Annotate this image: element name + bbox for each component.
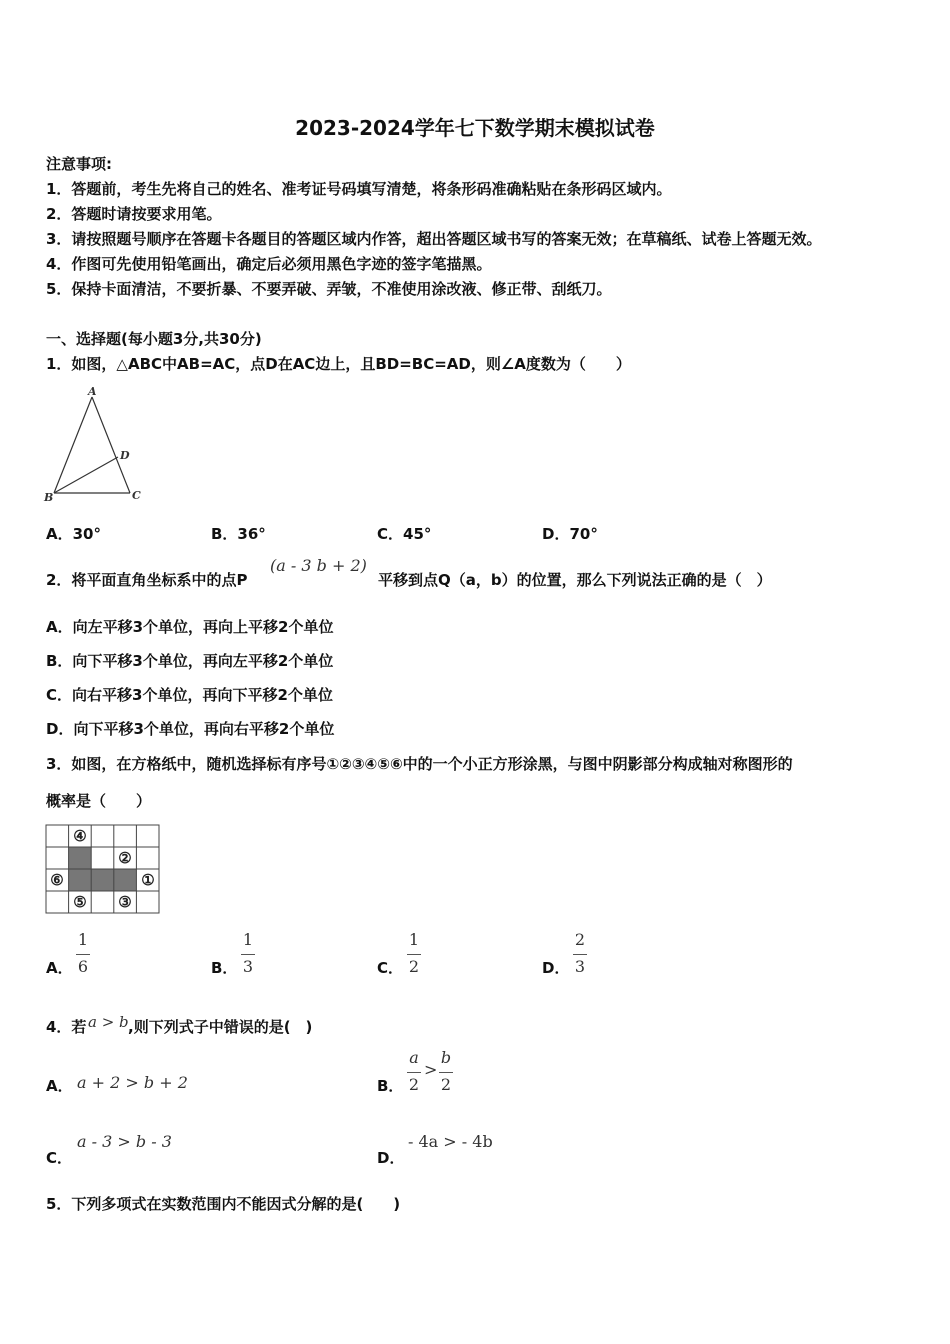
q4-option-c-expr: a - 3 > b - 3: [77, 1132, 172, 1151]
q4-option-d-expr: - 4a > - 4b: [408, 1132, 493, 1151]
mark-2: ②: [118, 849, 132, 867]
q4-condition: a > b: [88, 1013, 129, 1031]
q3-option-c-fraction: 1 2: [408, 930, 420, 976]
q3-option-d-label[interactable]: D．: [542, 959, 570, 977]
note-item: 3．请按照题号顺序在答题卡各题目的答题区域内作答，超出答题区域书写的答案无效；在草稿纸、试卷上答题无效。: [46, 230, 822, 248]
question-4-prefix: 4．若: [46, 1018, 87, 1036]
shaded-cell: [114, 869, 137, 891]
question-5-text: 5．下列多项式在实数范围内不能因式分解的是( ): [46, 1195, 401, 1213]
q1-option-a[interactable]: A．30°: [46, 525, 101, 543]
note-item: 5．保持卡面清洁，不要折暴、不要弄破、弄皱，不准使用涂改液、修正带、刮纸刀。: [46, 280, 612, 298]
q3-option-b-fraction: 1 3: [242, 930, 254, 976]
q3-option-a-label[interactable]: A．: [46, 959, 73, 977]
q2-option-c[interactable]: C．向右平移3个单位，再向下平移2个单位: [46, 686, 333, 704]
shaded-cell: [91, 869, 114, 891]
note-item: 4．作图可先使用铅笔画出，确定后必须用黑色字迹的签字笔描黑。: [46, 255, 492, 273]
question-3-line1: 3．如图，在方格纸中，随机选择标有序号①②③④⑤⑥中的一个小正方形涂黑，与图中阴影部分构成轴对称图形的: [46, 755, 793, 773]
label-b: B: [44, 491, 54, 504]
q1-option-c[interactable]: C．45°: [377, 525, 432, 543]
notes-heading: 注意事项:: [46, 155, 112, 173]
q4-option-b-left-fraction: a 2: [408, 1048, 420, 1094]
section-heading: 一、选择题(每小题3分,共30分): [46, 330, 262, 348]
q3-option-a-fraction: 1 6: [77, 930, 89, 976]
q2-option-a[interactable]: A．向左平移3个单位，再向上平移2个单位: [46, 618, 334, 636]
q3-option-d-fraction: 2 3: [574, 930, 586, 976]
q4-option-d-label[interactable]: D．: [377, 1149, 405, 1167]
mark-1: ①: [141, 871, 155, 889]
point-p-expression: (a - 3 b + 2): [270, 556, 367, 575]
question-3-line2: 概率是（ ）: [46, 792, 152, 810]
shaded-cell: [69, 847, 92, 869]
shaded-cell: [69, 869, 92, 891]
triangle-figure: [40, 385, 150, 505]
mark-6: ⑥: [50, 871, 64, 889]
q4-option-b-gt: >: [424, 1060, 438, 1079]
question-1-text: 1．如图，△ABC中AB=AC，点D在AC边上，且BD=BC=AD，则∠A度数为（ ）: [46, 355, 631, 373]
label-d: D: [120, 449, 130, 462]
q1-option-d[interactable]: D．70°: [542, 525, 598, 543]
question-2-suffix: 平移到点Q（a，b）的位置，那么下列说法正确的是（ ）: [378, 571, 772, 589]
q3-option-b-label[interactable]: B．: [211, 959, 238, 977]
question-4-suffix: ,则下列式子中错误的是( ): [128, 1018, 313, 1036]
q4-option-a-label[interactable]: A．: [46, 1077, 73, 1095]
label-a: A: [88, 385, 97, 398]
grid-figure: [45, 824, 161, 916]
q4-option-b-label[interactable]: B．: [377, 1077, 404, 1095]
q4-option-b-right-fraction: b 2: [440, 1048, 452, 1094]
q4-option-c-label[interactable]: C．: [46, 1149, 73, 1167]
page-title: 2023-2024学年七下数学期末模拟试卷: [295, 116, 655, 140]
mark-3: ③: [118, 893, 132, 911]
question-2-prefix: 2．将平面直角坐标系中的点P: [46, 571, 248, 589]
q2-option-b[interactable]: B．向下平移3个单位，再向左平移2个单位: [46, 652, 334, 670]
note-item: 1．答题前，考生先将自己的姓名、准考证号码填写清楚，将条形码准确粘贴在条形码区域内。: [46, 180, 672, 198]
note-item: 2．答题时请按要求用笔。: [46, 205, 222, 223]
label-c: C: [132, 489, 141, 502]
mark-5: ⑤: [73, 893, 87, 911]
mark-4: ④: [73, 827, 87, 845]
q3-option-c-label[interactable]: C．: [377, 959, 404, 977]
q2-option-d[interactable]: D．向下平移3个单位，再向右平移2个单位: [46, 720, 335, 738]
q4-option-a-expr: a + 2 > b + 2: [77, 1073, 188, 1092]
q1-option-b[interactable]: B．36°: [211, 525, 266, 543]
